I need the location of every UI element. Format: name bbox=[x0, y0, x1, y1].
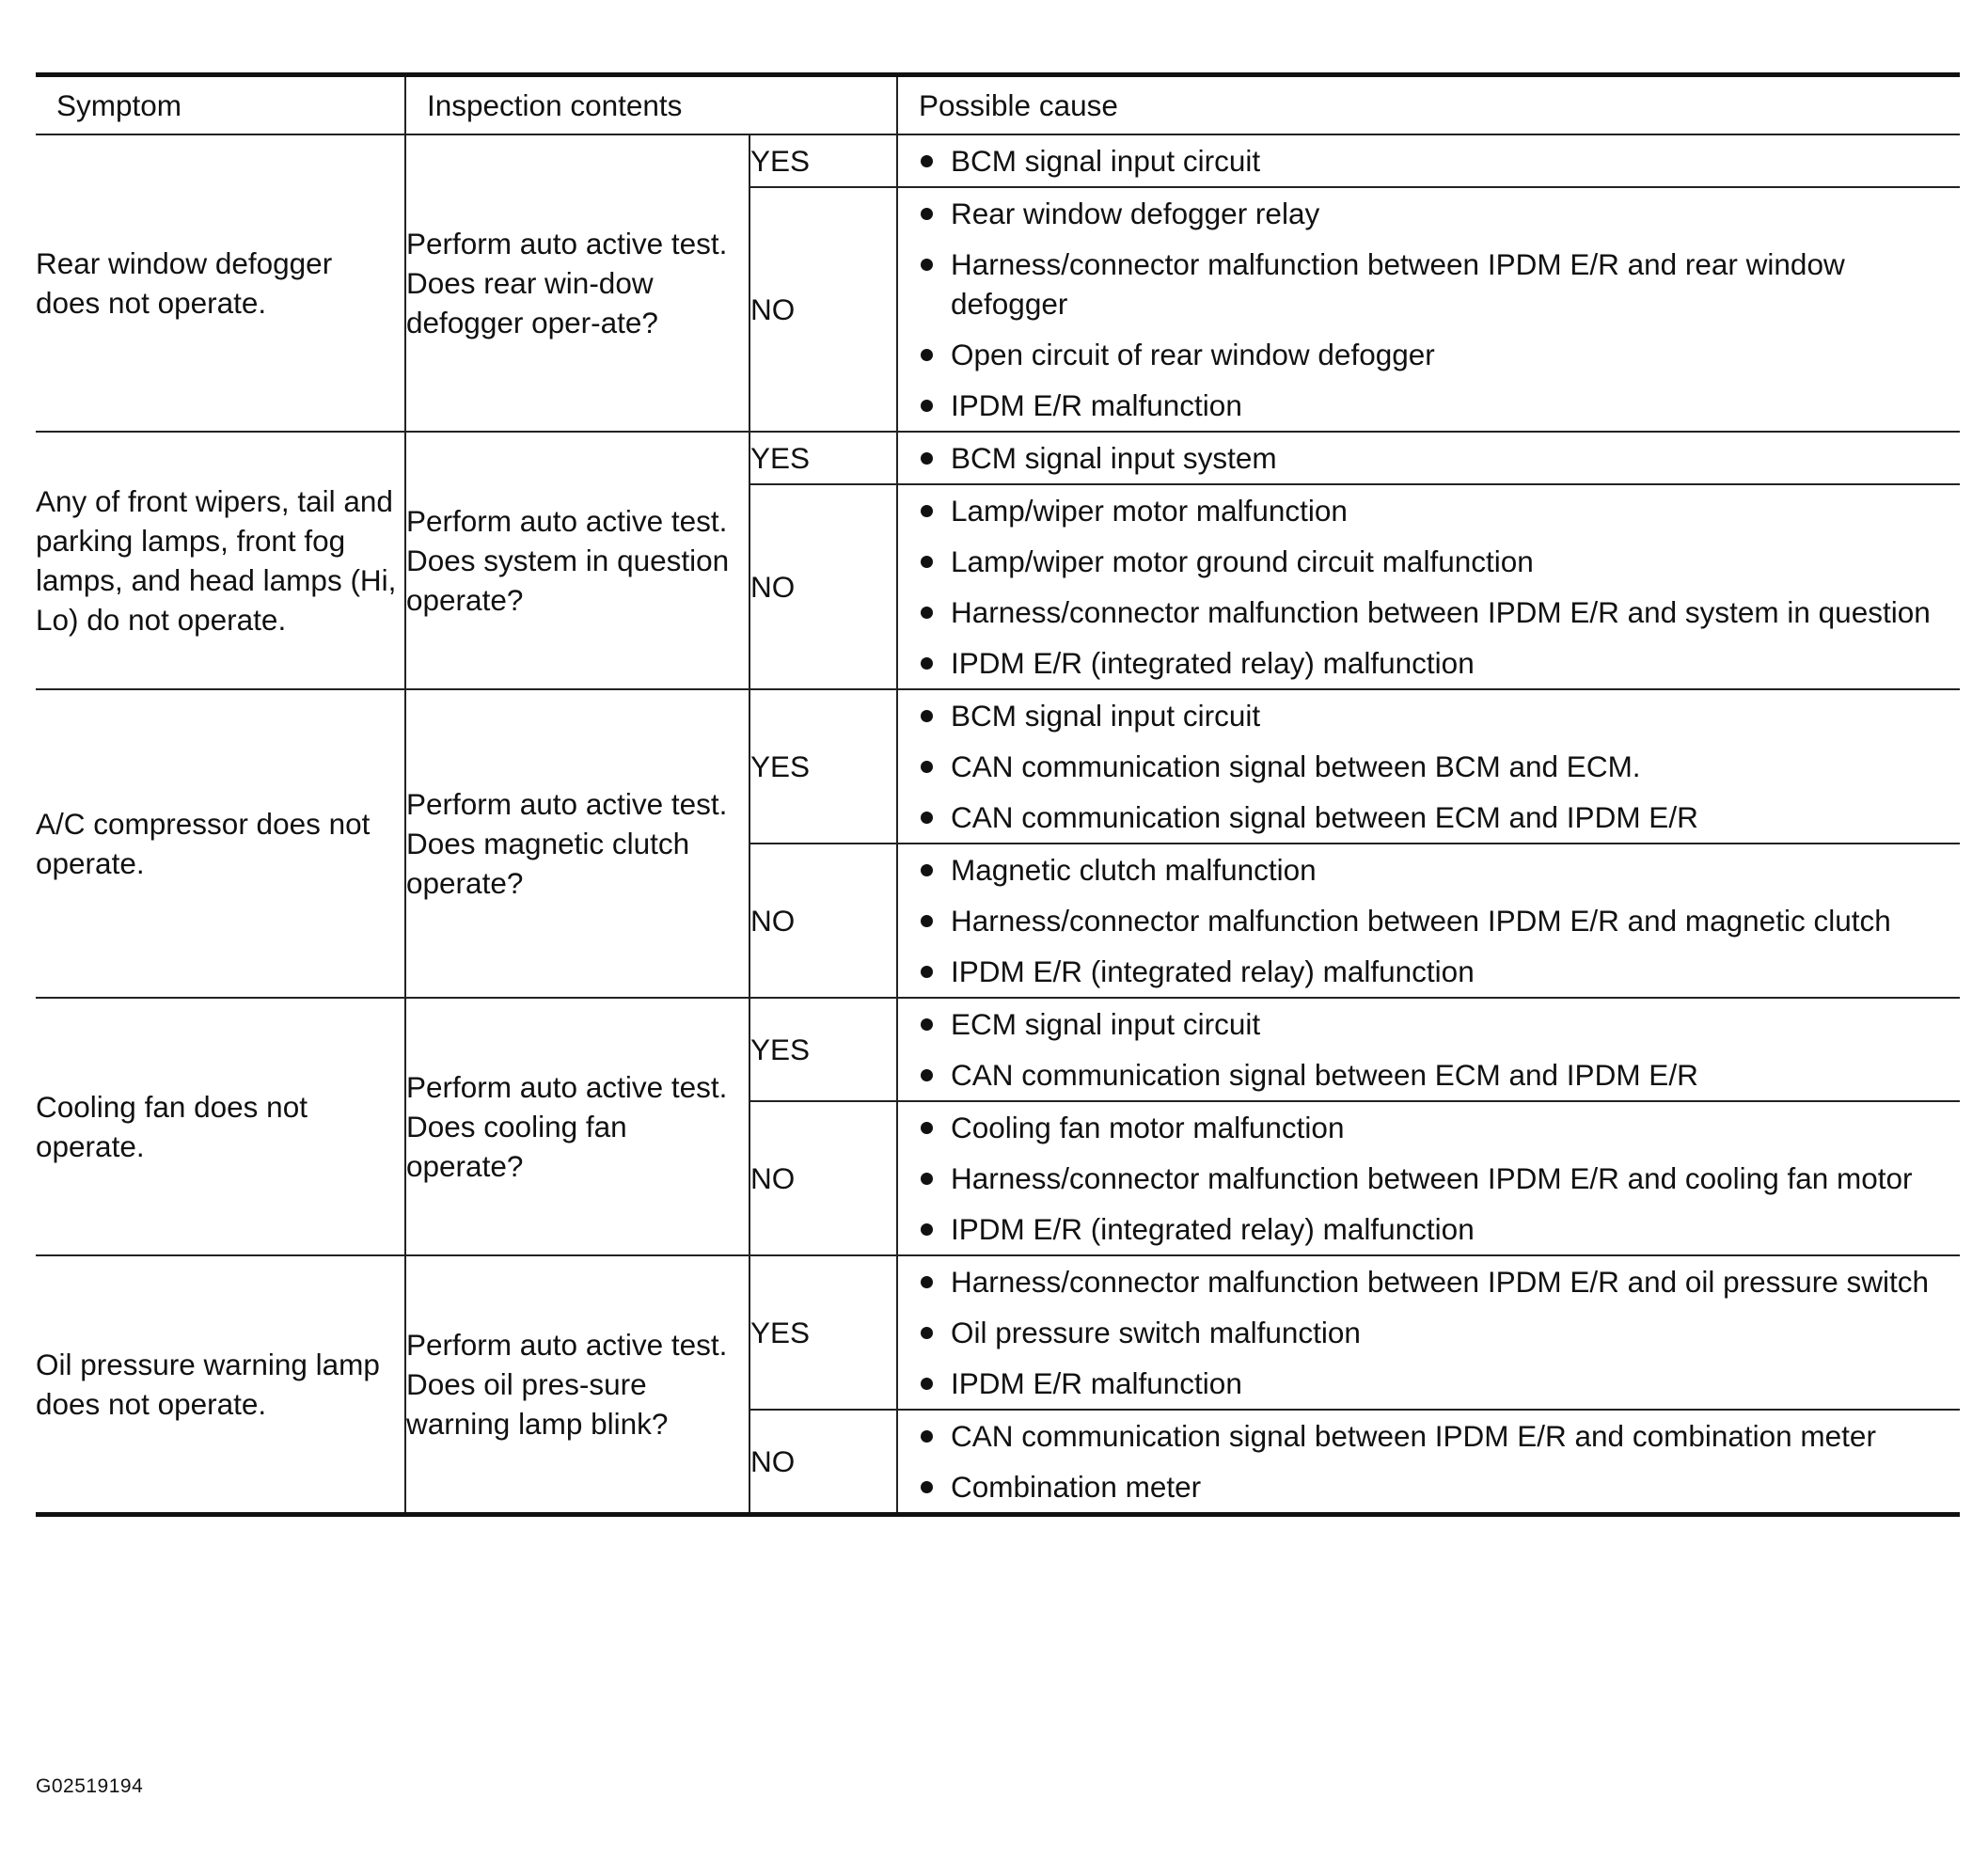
table-body bbox=[36, 134, 1960, 1515]
cause-header: Possible cause bbox=[897, 75, 1960, 135]
cause-item bbox=[898, 1262, 1960, 1301]
bullet-icon bbox=[921, 505, 933, 517]
no-causes-cell bbox=[897, 1101, 1960, 1255]
cause-item bbox=[898, 592, 1960, 632]
cause-item bbox=[898, 696, 1960, 735]
inspection-cell: Perform auto active test. Does cooling fan operate? bbox=[405, 998, 749, 1255]
cause-text: CAN communication signal between IPDM E/R and combination meter bbox=[951, 1419, 1876, 1453]
bullet-icon bbox=[921, 710, 933, 722]
cause-list bbox=[898, 194, 1960, 425]
cause-text: IPDM E/R (integrated relay) malfunction bbox=[951, 1212, 1475, 1246]
yes-label: YES bbox=[749, 998, 897, 1101]
cause-text: BCM signal input circuit bbox=[951, 699, 1261, 733]
no-label: NO bbox=[749, 187, 897, 432]
no-causes-cell bbox=[897, 187, 1960, 432]
bullet-icon bbox=[921, 761, 933, 773]
figure-code: G02519194 bbox=[36, 1775, 144, 1797]
cause-text: CAN communication signal between ECM and IPDM E/R bbox=[951, 800, 1698, 834]
yes-causes-cell bbox=[897, 432, 1960, 484]
bullet-icon bbox=[921, 400, 933, 412]
no-causes-cell bbox=[897, 1410, 1960, 1515]
inspection-cell: Perform auto active test. Does magnetic clutch operate? bbox=[405, 689, 749, 998]
bullet-icon bbox=[921, 657, 933, 670]
bullet-icon bbox=[921, 349, 933, 361]
cause-item bbox=[898, 1004, 1960, 1044]
bullet-icon bbox=[921, 607, 933, 619]
cause-item bbox=[898, 386, 1960, 425]
cause-list bbox=[898, 1262, 1960, 1403]
cause-text: CAN communication signal between BCM and ECM. bbox=[951, 749, 1641, 783]
cause-item bbox=[898, 1364, 1960, 1403]
yes-causes-cell bbox=[897, 689, 1960, 844]
bullet-icon bbox=[921, 155, 933, 167]
cause-text: Combination meter bbox=[951, 1470, 1202, 1504]
cause-text: Lamp/wiper motor ground circuit malfunction bbox=[951, 544, 1534, 578]
cause-text: CAN communication signal between ECM and IPDM E/R bbox=[951, 1058, 1698, 1092]
cause-item bbox=[898, 1055, 1960, 1095]
cause-text: Harness/connector malfunction between IPDM E/R and rear window defogger bbox=[951, 247, 1845, 321]
cause-item bbox=[898, 747, 1960, 786]
cause-item bbox=[898, 491, 1960, 530]
no-label: NO bbox=[749, 484, 897, 689]
cause-text: Harness/connector malfunction between IPDM E/R and cooling fan motor bbox=[951, 1161, 1913, 1195]
yes-causes-cell bbox=[897, 1255, 1960, 1410]
symptom-cell: Rear window defogger does not operate. bbox=[36, 134, 405, 432]
cause-text: Harness/connector malfunction between IPDM E/R and system in question bbox=[951, 595, 1931, 629]
cause-item bbox=[898, 1159, 1960, 1198]
symptom-cell: Cooling fan does not operate. bbox=[36, 998, 405, 1255]
cause-text: Harness/connector malfunction between IPDM E/R and oil pressure switch bbox=[951, 1265, 1929, 1299]
cause-item bbox=[898, 542, 1960, 581]
no-label: NO bbox=[749, 844, 897, 998]
cause-item bbox=[898, 1416, 1960, 1456]
yes-label: YES bbox=[749, 1255, 897, 1410]
bullet-icon bbox=[921, 556, 933, 568]
table-row bbox=[36, 432, 1960, 484]
yes-causes-cell bbox=[897, 998, 1960, 1101]
inspection-cell: Perform auto active test. Does system in question operate? bbox=[405, 432, 749, 689]
symptom-header: Symptom bbox=[36, 75, 405, 135]
cause-item bbox=[898, 850, 1960, 890]
cause-text: Rear window defogger relay bbox=[951, 197, 1320, 230]
cause-text: Cooling fan motor malfunction bbox=[951, 1111, 1345, 1144]
cause-item bbox=[898, 952, 1960, 991]
cause-list bbox=[898, 850, 1960, 991]
cause-item bbox=[898, 244, 1960, 323]
cause-list bbox=[898, 141, 1960, 181]
cause-text: IPDM E/R malfunction bbox=[951, 1366, 1242, 1400]
cause-text: Lamp/wiper motor malfunction bbox=[951, 494, 1348, 528]
table-row bbox=[36, 1255, 1960, 1410]
table-row bbox=[36, 998, 1960, 1101]
no-causes-cell bbox=[897, 484, 1960, 689]
cause-text: IPDM E/R (integrated relay) malfunction bbox=[951, 646, 1475, 680]
yes-label: YES bbox=[749, 432, 897, 484]
cause-item bbox=[898, 194, 1960, 233]
bullet-icon bbox=[921, 1223, 933, 1236]
cause-text: Magnetic clutch malfunction bbox=[951, 853, 1317, 887]
yes-label: YES bbox=[749, 689, 897, 844]
cause-item bbox=[898, 1467, 1960, 1506]
bullet-icon bbox=[921, 1173, 933, 1185]
bullet-icon bbox=[921, 259, 933, 271]
bullet-icon bbox=[921, 1122, 933, 1134]
inspection-header: Inspection contents bbox=[405, 75, 897, 135]
cause-text: IPDM E/R (integrated relay) malfunction bbox=[951, 954, 1475, 988]
cause-list bbox=[898, 491, 1960, 683]
yes-label: YES bbox=[749, 134, 897, 187]
cause-item bbox=[898, 1108, 1960, 1147]
bullet-icon bbox=[921, 208, 933, 220]
bullet-icon bbox=[921, 452, 933, 465]
no-label: NO bbox=[749, 1101, 897, 1255]
cause-list bbox=[898, 1416, 1960, 1506]
no-label: NO bbox=[749, 1410, 897, 1515]
symptom-cell: Any of front wipers, tail and parking lamps, front fog lamps, and head lamps (Hi, Lo) do not operate. bbox=[36, 432, 405, 689]
cause-text: Harness/connector malfunction between IPDM E/R and magnetic clutch bbox=[951, 904, 1891, 938]
bullet-icon bbox=[921, 1069, 933, 1081]
bullet-icon bbox=[921, 1481, 933, 1493]
cause-list bbox=[898, 438, 1960, 478]
cause-item bbox=[898, 1313, 1960, 1352]
cause-text: BCM signal input system bbox=[951, 441, 1277, 475]
cause-item bbox=[898, 1209, 1960, 1249]
bullet-icon bbox=[921, 1276, 933, 1288]
cause-list bbox=[898, 1108, 1960, 1249]
header-row bbox=[36, 75, 1960, 135]
cause-item bbox=[898, 797, 1960, 837]
bullet-icon bbox=[921, 812, 933, 824]
cause-item bbox=[898, 643, 1960, 683]
inspection-cell: Perform auto active test. Does oil pres-sure warning lamp blink? bbox=[405, 1255, 749, 1515]
bullet-icon bbox=[921, 1327, 933, 1339]
bullet-icon bbox=[921, 1018, 933, 1031]
cause-list bbox=[898, 696, 1960, 837]
table-row bbox=[36, 689, 1960, 844]
cause-text: Oil pressure switch malfunction bbox=[951, 1316, 1361, 1349]
cause-item bbox=[898, 901, 1960, 940]
bullet-icon bbox=[921, 915, 933, 927]
cause-text: IPDM E/R malfunction bbox=[951, 388, 1242, 422]
diagnosis-table bbox=[36, 72, 1960, 1517]
cause-list bbox=[898, 1004, 1960, 1095]
cause-text: ECM signal input circuit bbox=[951, 1007, 1261, 1041]
yes-causes-cell bbox=[897, 134, 1960, 187]
cause-item bbox=[898, 335, 1960, 374]
symptom-cell: A/C compressor does not operate. bbox=[36, 689, 405, 998]
cause-text: Open circuit of rear window defogger bbox=[951, 338, 1435, 371]
bullet-icon bbox=[921, 1378, 933, 1390]
bullet-icon bbox=[921, 966, 933, 978]
no-causes-cell bbox=[897, 844, 1960, 998]
bullet-icon bbox=[921, 864, 933, 876]
inspection-cell: Perform auto active test. Does rear win-dow defogger oper-ate? bbox=[405, 134, 749, 432]
table-row bbox=[36, 134, 1960, 187]
cause-text: BCM signal input circuit bbox=[951, 144, 1261, 178]
bullet-icon bbox=[921, 1430, 933, 1443]
cause-item bbox=[898, 141, 1960, 181]
symptom-cell: Oil pressure warning lamp does not operate. bbox=[36, 1255, 405, 1515]
cause-item bbox=[898, 438, 1960, 478]
